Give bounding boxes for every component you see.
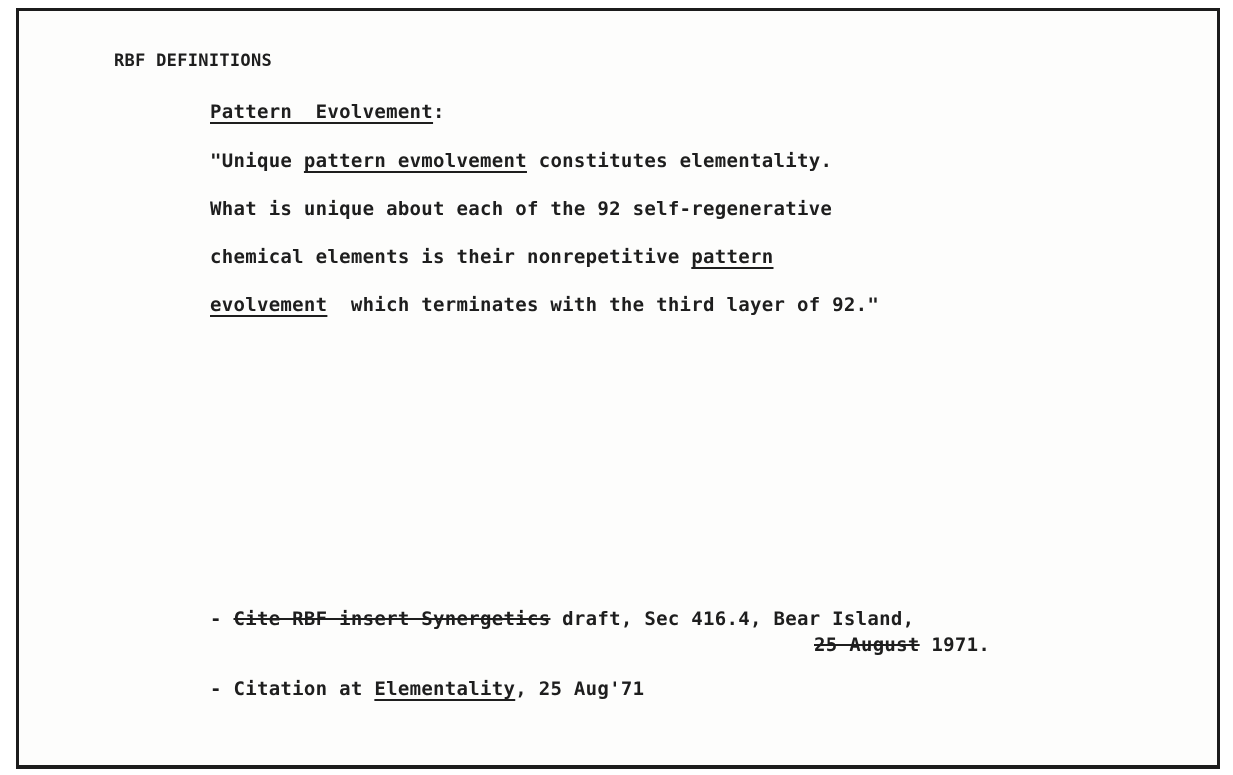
quote-line-4	[210, 296, 879, 315]
citation-1-date	[814, 636, 990, 655]
citation-2-link: Elementality	[374, 678, 516, 700]
quote-line-3-underlined: pattern	[691, 246, 774, 268]
card-heading	[114, 53, 272, 70]
definition-title	[210, 103, 445, 122]
citation-1-struck: Cite RBF insert Synergetics	[233, 608, 551, 630]
quote-line-4-underlined: evolvement	[210, 294, 328, 316]
quote-line-1	[210, 152, 832, 171]
quote-line-2	[210, 200, 832, 219]
definition-title-text: Pattern Evolvement	[210, 101, 434, 123]
quote-line-3-a: chemical elements is their nonrepetitive	[210, 246, 692, 268]
citation-1-date-struck: 25 August	[814, 634, 920, 656]
citation-2-a: - Citation at	[210, 678, 375, 700]
quote-line-1-a: "Unique	[210, 150, 304, 172]
definition-card	[16, 8, 1220, 769]
citation-2	[210, 680, 644, 699]
citation-2-c: , 25 Aug'71	[515, 678, 645, 700]
quote-line-4-b: which terminates with the third layer of 92."	[327, 294, 880, 316]
citation-1-date-year: 1971.	[919, 634, 991, 656]
quote-line-1-c: constitutes elementality.	[526, 150, 833, 172]
citation-1-rest: draft, Sec 416.4, Bear Island,	[550, 608, 915, 630]
definition-title-colon: :	[433, 101, 445, 123]
quote-line-2-text: What is unique about each of the 92 self-regenerative	[210, 198, 833, 220]
citation-1	[210, 610, 914, 629]
card-heading-text: RBF DEFINITIONS	[114, 51, 273, 71]
quote-line-3	[210, 248, 774, 267]
citation-1-dash: -	[210, 608, 234, 630]
quote-line-1-underlined: pattern evmolvement	[303, 150, 527, 172]
